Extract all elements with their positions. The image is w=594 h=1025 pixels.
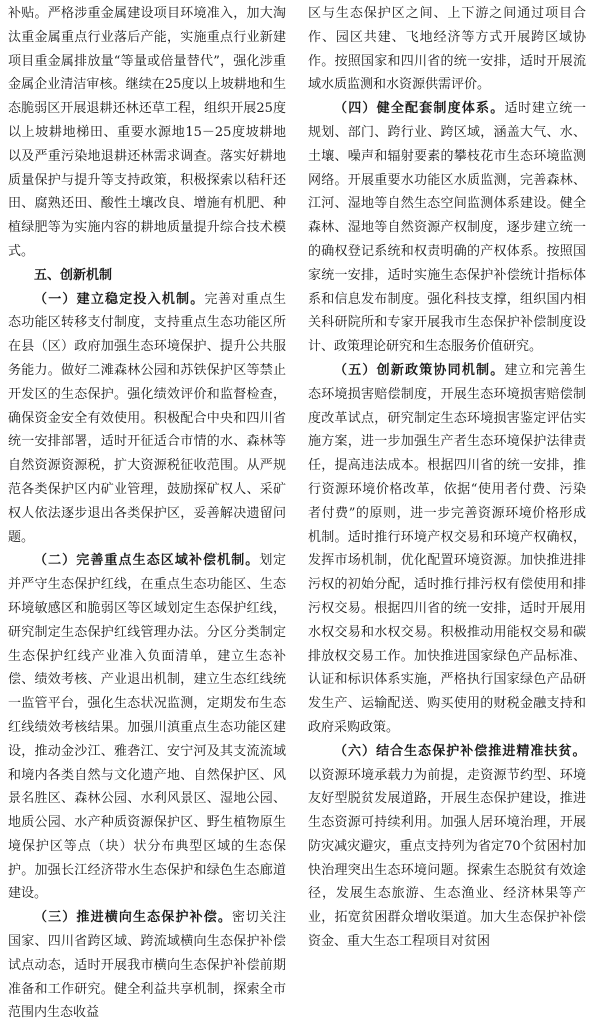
- paragraph-body: 密切关注国家、四川省跨区域、跨流域横向生态保护补偿试点动态，适时开展我市横向生态保护补偿前期准备和工作研究。健全利益共享机制，探索全市范围内生态收益: [8, 910, 286, 1021]
- section-heading-innovation-mechanism: 五、创新机制: [34, 267, 113, 283]
- subheading-policy-coordination: （五）创新政策协同机制。: [334, 362, 505, 378]
- paragraph-key-area-compensation: [8, 549, 286, 906]
- paragraph-continued: 补贴。严格涉重金属建设项目环境准入，加大淘汰重金属重点行业落后产能，实施重点行业新建项目重金属排放量“等量或倍量替代”，强化涉重金属企业清洁审核。继续在25度以上坡耕地和生态脆弱区开展退耕还林还草工程，组织开展25度以上坡耕地梯田、重要水源地15－25度坡耕地以及严重污染地退耕还林需求调查。落实好耕地质量保护与提升等支持政策，积极探索以秸秆还田、腐熟还田、酸性土壤改良、增施有机肥、种植绿肥等为实施内容的耕地质量提升综合技术模式。: [8, 6, 286, 259]
- paragraph-poverty-alleviation: [308, 740, 586, 954]
- paragraph-stable-investment: [8, 288, 286, 550]
- paragraph-body: 建立和完善生态环境损害赔偿制度，开展生态环境损害赔偿制度改革试点，研究制定生态环境损害鉴定评估实施方案，进一步加强生产者生态环境保护法律责任，提高违法成本。根据四川省的统一安排，推行资源环境价格改革，依据“使用者付费、污染者付费”的原则，进一步完善资源环境价格形成机制。适时推行环境产权交易和环境产权确权，发挥市场机制，优化配置环境资源。加快推进排污权的初始分配，适时推行排污权有偿使用和排污权交易。根据四川省的统一安排，适时开展用水权交易和水权交易。积极推动用能权交易和碳排放权交易工作。加快推进国家绿色产品标准、认证和标识体系实施，严格执行国家绿色产品研发生产、运输配送、购买使用的财税金融支持和政府采购政策。: [308, 362, 586, 735]
- subheading-horizontal-compensation: （三）推进横向生态保护补偿。: [34, 910, 233, 926]
- paragraph-body: 适时建立统一规划、部门、跨行业、跨区域，涵盖大气、水、土壤、噪声和辐射要素的攀枝花市生态环境监测网络。开展重要水功能区水质监测，完善森林、江河、湿地等自然生态空间监测体系建设。健全森林、湿地等自然资源产权制度，逐步建立统一的确权登记系统和权责明确的产权体系。按照国家统一安排，适时实施生态保护补偿统计指标体系和信息发布制度。强化科技支撑，组织国内相关科研院所和专家开展我市生态保护补偿制度设计、政策理论研究和生态服务价值研究。: [308, 101, 586, 355]
- left-column: [8, 2, 286, 1021]
- subheading-stable-investment: （一）建立稳定投入机制。: [34, 291, 205, 307]
- subheading-key-area-compensation: （二）完善重点生态区域补偿机制。: [34, 553, 260, 569]
- paragraph-supporting-system: [308, 97, 586, 359]
- paragraph-body: 划定并严守生态保护红线，在重点生态功能区、生态环境敏感区和脆弱区等区域划定生态保护红线，研究制定生态保护红线管理办法。分区分类制定生态保护红线产业准入负面清单，建立生态补偿、绩效考核、产业退出机制，建立生态红线统一监管平台，强化生态状况监测，定期发布生态红线绩效考核结果。加强川滇重点生态功能区建设，推动金沙江、雅砻江、安宁河及其支流流域和境内各类自然与文化遗产地、自然保护区、风景名胜区、森林公园、水利风景区、湿地公园、地质公园、水产种质资源保护区、野生植物原生境保护区等点（块）状分布典型区域的生态保护。加强长江经济带水生态保护和绿色生态廊道建设。: [8, 553, 286, 902]
- paragraph-horizontal-compensation: [8, 906, 286, 1025]
- paragraph-body: 以资源环境承载力为前提，走资源节约型、环境友好型脱贫发展道路，开展生态保护建设，推进生态资源可持续利用。加强人居环境治理，开展防灾减灾避灾，重点支持列为省定70个贫困村加快治理突出生态环境问题。探索生态脱贫有效途径，发展生态旅游、生态渔业、经济林果等产业，拓宽贫困群众增收渠道。加大生态保护补偿资金、重大生态工程项目对贫困: [308, 767, 586, 950]
- paragraph-continued: 区与生态保护区之间、上下游之间通过项目合作、园区共建、飞地经济等方式开展跨区域协作。按照国家和四川省的统一安排，适时开展流域水质监测和水资源供需评价。: [308, 6, 586, 93]
- right-column: [308, 2, 586, 950]
- paragraph-policy-coordination: [308, 359, 586, 740]
- subheading-supporting-system: （四）健全配套制度体系。: [334, 101, 505, 117]
- subheading-poverty-alleviation: （六）结合生态保护补偿推进精准扶贫。: [334, 743, 586, 759]
- paragraph-body: 完善对重点生态功能区转移支付制度，支持重点生态功能区所在县（区）政府加强生态环境保护、提升公共服务能力。做好二滩森林公园和苏铁保护区等禁止开发区的生态保护。强化绩效评价和监督检查，确保资金安全有效使用。积极配合中央和四川省统一安排部署，适时开征适合市情的水、森林等自然资源资源税，扩大资源税征收范围。从严规范各类保护区内矿业管理，鼓励探矿权人、采矿权人依法逐步退出各类保护区，妥善解决遗留问题。: [8, 291, 286, 545]
